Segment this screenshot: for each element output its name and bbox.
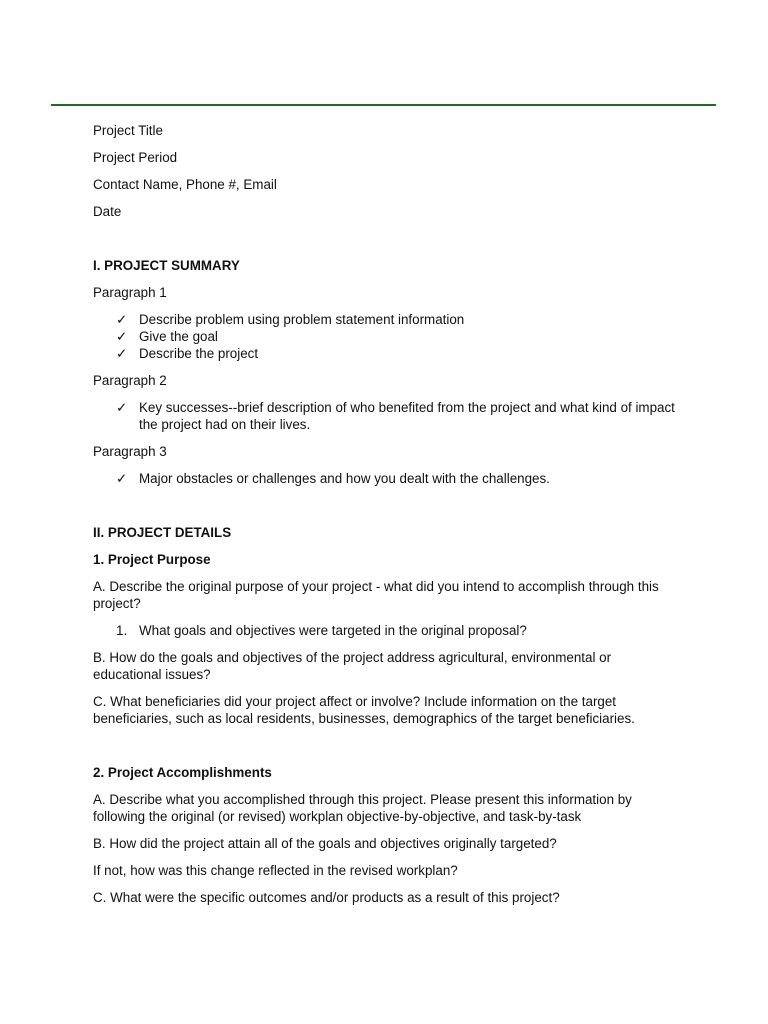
list-item (93, 311, 683, 328)
list-item (93, 328, 683, 345)
subsection-heading-purpose: 1. Project Purpose (93, 552, 211, 567)
accomplishments-question-c: C. What were the specific outcomes and/or products as a result of this project? (93, 890, 560, 905)
checkmark-icon: ✓ (116, 312, 128, 327)
purpose-numbered-list (93, 622, 683, 639)
paragraph-label-1: Paragraph 1 (93, 285, 167, 300)
list-number: 1. (116, 623, 128, 638)
field-contact: Contact Name, Phone #, Email (93, 177, 277, 192)
accomplishments-question-b: B. How did the project attain all of the goals and objectives originally targeted? (93, 836, 557, 851)
accomplishments-question-a: A. Describe what you accomplished through this project. Please present this information by following the original (or revised) workplan objective-by-objective, and task-by-task (93, 792, 632, 824)
spacer (93, 737, 683, 764)
checkmark-icon: ✓ (116, 329, 128, 344)
list-item (93, 622, 683, 639)
checkmark-icon: ✓ (116, 346, 128, 361)
checklist-paragraph-2 (93, 399, 683, 433)
purpose-question-a: A. Describe the original purpose of your project - what did you intend to accomplish through this project? (93, 579, 659, 611)
spacer (93, 230, 683, 257)
accomplishments-followup: If not, how was this change reflected in the revised workplan? (93, 863, 458, 878)
checklist-paragraph-3 (93, 470, 683, 487)
purpose-question-b: B. How do the goals and objectives of the project address agricultural, environmental or educational issues? (93, 650, 612, 682)
section-heading-summary: I. PROJECT SUMMARY (93, 258, 240, 273)
list-item-text: Give the goal (139, 329, 218, 344)
list-item-text: Describe the project (139, 346, 259, 361)
list-item (93, 470, 683, 487)
list-item-text: Major obstacles or challenges and how you dealt with the challenges. (139, 471, 550, 486)
header-rule (51, 104, 716, 106)
paragraph-label-3: Paragraph 3 (93, 444, 167, 459)
list-item-text: Describe problem using problem statement information (139, 312, 465, 327)
field-project-title: Project Title (93, 123, 163, 138)
document-body (93, 122, 683, 916)
list-item-text: What goals and objectives were targeted in the original proposal? (139, 623, 527, 638)
checkmark-icon: ✓ (116, 471, 128, 486)
purpose-question-c: C. What beneficiaries did your project affect or involve? Include information on the target beneficiaries, such as local residents, businesses, demographics of the target beneficiaries. (93, 694, 635, 726)
field-date: Date (93, 204, 122, 219)
checkmark-icon: ✓ (116, 400, 128, 415)
list-item-text: Key successes--brief description of who benefited from the project and what kind of impact the project had on their lives. (139, 400, 675, 432)
list-item (93, 399, 683, 433)
field-project-period: Project Period (93, 150, 178, 165)
section-heading-details: II. PROJECT DETAILS (93, 525, 232, 540)
checklist-paragraph-1 (93, 311, 683, 362)
subsection-heading-accomplishments: 2. Project Accomplishments (93, 765, 272, 780)
list-item (93, 345, 683, 362)
paragraph-label-2: Paragraph 2 (93, 373, 167, 388)
spacer (93, 497, 683, 524)
